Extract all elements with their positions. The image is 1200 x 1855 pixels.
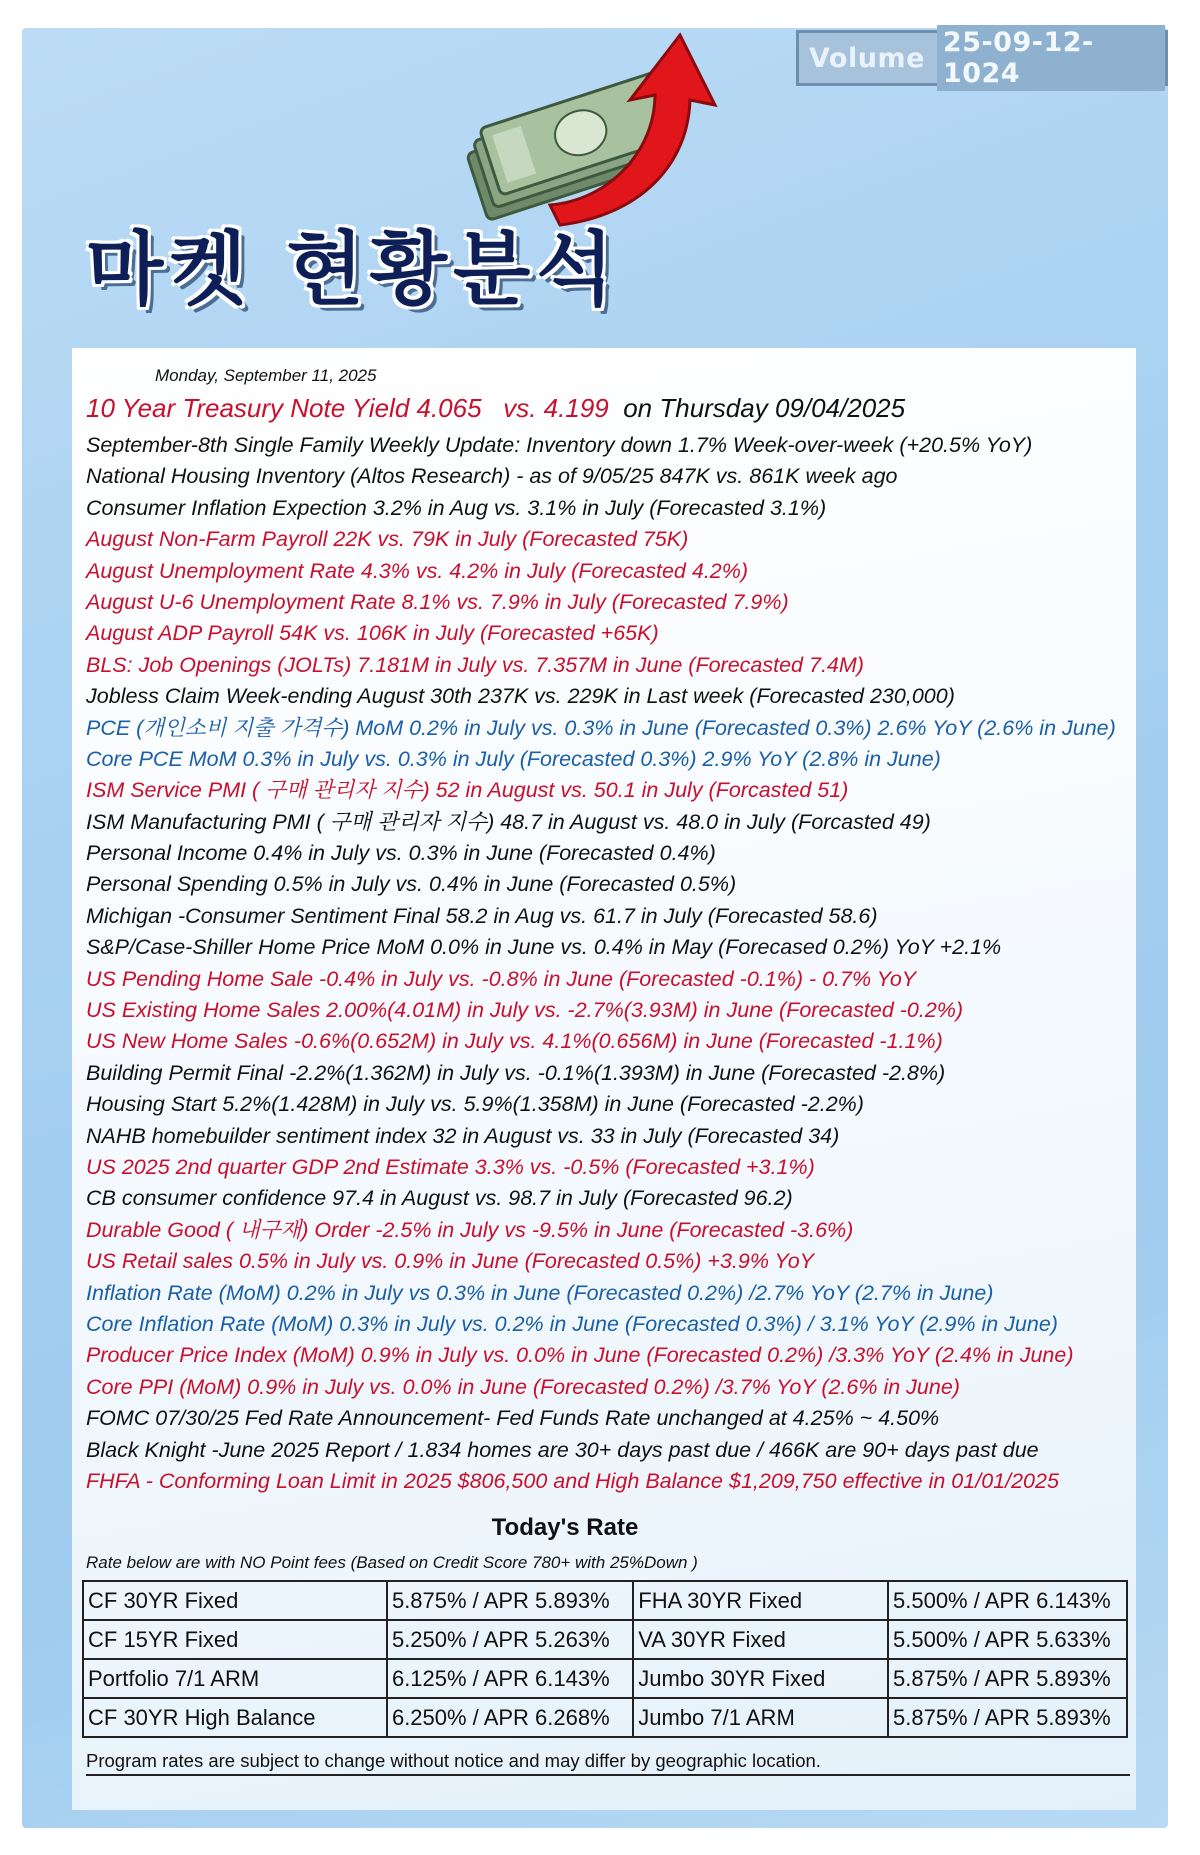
indicator-list bbox=[86, 430, 1146, 1497]
indicator-line: Jobless Claim Week-ending August 30th 237K vs. 229K in Last week (Forecasted 230,000) bbox=[86, 684, 955, 709]
indicator-line: ISM Manufacturing PMI ( 구매 관리자 지수) 48.7 in August vs. 48.0 in July (Forcasted 49) bbox=[86, 809, 931, 834]
indicator-line: Personal Spending 0.5% in July vs. 0.4% in June (Forecasted 0.5%) bbox=[86, 872, 737, 897]
rates-title: Today's Rate bbox=[491, 1514, 639, 1541]
indicator-line: BLS: Job Openings (JOLTs) 7.181M in July vs. 7.357M in June (Forecasted 7.4M) bbox=[86, 652, 864, 677]
rates-note: Rate below are with NO Point fees (Based on Credit Score 780+ with 25%Down ) bbox=[86, 1553, 698, 1572]
indicator-line: PCE (개인소비 지출 가격수) MoM 0.2% in July vs. 0.3% in June (Forecasted 0.3%) 2.6% YoY (2.6% in June) bbox=[86, 715, 1116, 740]
rate-cell: 5.875% / APR 5.893% bbox=[888, 1698, 1127, 1737]
table-row bbox=[83, 1620, 1127, 1659]
volume-badge bbox=[796, 27, 1168, 89]
indicator-line: ISM Service PMI ( 구매 관리자 지수) 52 in August vs. 50.1 in July (Forcasted 51) bbox=[86, 778, 849, 803]
indicator-line: S&P/Case-Shiller Home Price MoM 0.0% in June vs. 0.4% in May (Forecased 0.2%) YoY +2.1% bbox=[86, 935, 1002, 960]
rates-disclaimer: Program rates are subject to change without notice and may differ by geographic location. bbox=[86, 1750, 1130, 1776]
indicator-line: August Unemployment Rate 4.3% vs. 4.2% in July (Forecasted 4.2%) bbox=[86, 558, 749, 583]
table-row bbox=[83, 1698, 1127, 1737]
treasury-yield-line bbox=[86, 393, 905, 424]
indicator-line: Core PPI (MoM) 0.9% in July vs. 0.0% in June (Forecasted 0.2%) /3.7% YoY (2.6% in June) bbox=[86, 1374, 960, 1399]
indicator-line: Black Knight -June 2025 Report / 1.834 homes are 30+ days past due / 466K are 90+ days past due bbox=[86, 1437, 1039, 1462]
volume-label: Volume bbox=[809, 42, 925, 74]
indicator-line: Housing Start 5.2%(1.428M) in July vs. 5.9%(1.358M) in June (Forecasted -2.2%) bbox=[86, 1092, 864, 1117]
loan-program-cell: Portfolio 7/1 ARM bbox=[83, 1659, 387, 1698]
loan-program-cell: Jumbo 30YR Fixed bbox=[633, 1659, 888, 1698]
indicator-line: September-8th Single Family Weekly Update: Inventory down 1.7% Week-over-week (+20.5% YoY) bbox=[86, 433, 1033, 457]
rate-cell: 6.125% / APR 6.143% bbox=[387, 1659, 633, 1698]
indicator-line: Inflation Rate (MoM) 0.2% in July vs 0.3% in June (Forecasted 0.2%) /2.7% YoY (2.7% in June) bbox=[86, 1280, 994, 1305]
indicator-line: NAHB homebuilder sentiment index 32 in August vs. 33 in July (Forecasted 34) bbox=[86, 1123, 840, 1148]
volume-number: 25-09-12-1024 bbox=[937, 25, 1165, 91]
table-row bbox=[83, 1659, 1127, 1698]
indicator-line: Consumer Inflation Expection 3.2% in Aug vs. 3.1% in July (Forecasted 3.1%) bbox=[86, 495, 827, 520]
loan-program-cell: CF 15YR Fixed bbox=[83, 1620, 387, 1659]
report-date: Monday, September 11, 2025 bbox=[155, 366, 377, 385]
indicator-line: National Housing Inventory (Altos Research) - as of 9/05/25 847K vs. 861K week ago bbox=[86, 464, 898, 489]
indicator-line: FHFA - Conforming Loan Limit in 2025 $806,500 and High Balance $1,209,750 effective in 01/01/2025 bbox=[86, 1468, 1059, 1493]
loan-program-cell: FHA 30YR Fixed bbox=[633, 1581, 888, 1620]
indicator-line: Producer Price Index (MoM) 0.9% in July vs. 0.0% in June (Forecasted 0.2%) /3.3% YoY (2.4% in June) bbox=[86, 1343, 1074, 1368]
treasury-label: 10 Year Treasury Note Yield 4.065 bbox=[86, 393, 482, 423]
indicator-line: Durable Good ( 내구재) Order -2.5% in July vs -9.5% in June (Forecasted -3.6%) bbox=[86, 1217, 854, 1242]
loan-program-cell: VA 30YR Fixed bbox=[633, 1620, 888, 1659]
page-title: 마켓 현황분석 bbox=[86, 223, 620, 316]
treasury-vs: vs. 4.199 bbox=[503, 393, 609, 423]
indicator-line: Core PCE MoM 0.3% in July vs. 0.3% in July (Forecasted 0.3%) 2.9% YoY (2.8% in June) bbox=[86, 746, 941, 771]
indicator-line: US Pending Home Sale -0.4% in July vs. -0.8% in June (Forecasted -0.1%) - 0.7% YoY bbox=[86, 966, 917, 991]
rates-table bbox=[82, 1580, 1128, 1738]
indicator-line: US New Home Sales -0.6%(0.652M) in July vs. 4.1%(0.656M) in June (Forecasted -1.1%) bbox=[86, 1029, 943, 1054]
indicator-line: FOMC 07/30/25 Fed Rate Announcement- Fed Funds Rate unchanged at 4.25% ~ 4.50% bbox=[86, 1406, 940, 1431]
money-stack-red-arrow-up-icon bbox=[440, 30, 750, 230]
table-row bbox=[83, 1581, 1127, 1620]
indicator-line: Core Inflation Rate (MoM) 0.3% in July vs. 0.2% in June (Forecasted 0.3%) / 3.1% YoY (2.9% in June) bbox=[86, 1311, 1058, 1336]
indicator-line: Personal Income 0.4% in July vs. 0.3% in June (Forecasted 0.4%) bbox=[86, 841, 716, 866]
indicator-line: August ADP Payroll 54K vs. 106K in July (Forecasted +65K) bbox=[86, 621, 659, 646]
indicator-line: August U-6 Unemployment Rate 8.1% vs. 7.9% in July (Forecasted 7.9%) bbox=[86, 589, 789, 614]
rate-cell: 6.250% / APR 6.268% bbox=[387, 1698, 633, 1737]
indicator-line: Michigan -Consumer Sentiment Final 58.2 in Aug vs. 61.7 in July (Forecasted 58.6) bbox=[86, 903, 878, 928]
indicator-line: Building Permit Final -2.2%(1.362M) in July vs. -0.1%(1.393M) in June (Forecasted -2.8%) bbox=[86, 1060, 946, 1085]
loan-program-cell: Jumbo 7/1 ARM bbox=[633, 1698, 888, 1737]
rate-cell: 5.250% / APR 5.263% bbox=[387, 1620, 633, 1659]
rate-cell: 5.875% / APR 5.893% bbox=[387, 1581, 633, 1620]
indicator-line: US Retail sales 0.5% in July vs. 0.9% in June (Forecasted 0.5%) +3.9% YoY bbox=[86, 1249, 814, 1274]
indicator-line: US 2025 2nd quarter GDP 2nd Estimate 3.3% vs. -0.5% (Forecasted +3.1%) bbox=[86, 1154, 815, 1179]
loan-program-cell: CF 30YR High Balance bbox=[83, 1698, 387, 1737]
loan-program-cell: CF 30YR Fixed bbox=[83, 1581, 387, 1620]
indicator-line: CB consumer confidence 97.4 in August vs. 98.7 in July (Forecasted 96.2) bbox=[86, 1186, 793, 1211]
treasury-date: on Thursday 09/04/2025 bbox=[623, 393, 906, 423]
rate-cell: 5.500% / APR 6.143% bbox=[888, 1581, 1127, 1620]
indicator-line: August Non-Farm Payroll 22K vs. 79K in July (Forecasted 75K) bbox=[86, 527, 689, 552]
indicator-line: US Existing Home Sales 2.00%(4.01M) in July vs. -2.7%(3.93M) in June (Forecasted -0.2%) bbox=[86, 998, 964, 1023]
rate-cell: 5.875% / APR 5.893% bbox=[888, 1659, 1127, 1698]
rate-cell: 5.500% / APR 5.633% bbox=[888, 1620, 1127, 1659]
